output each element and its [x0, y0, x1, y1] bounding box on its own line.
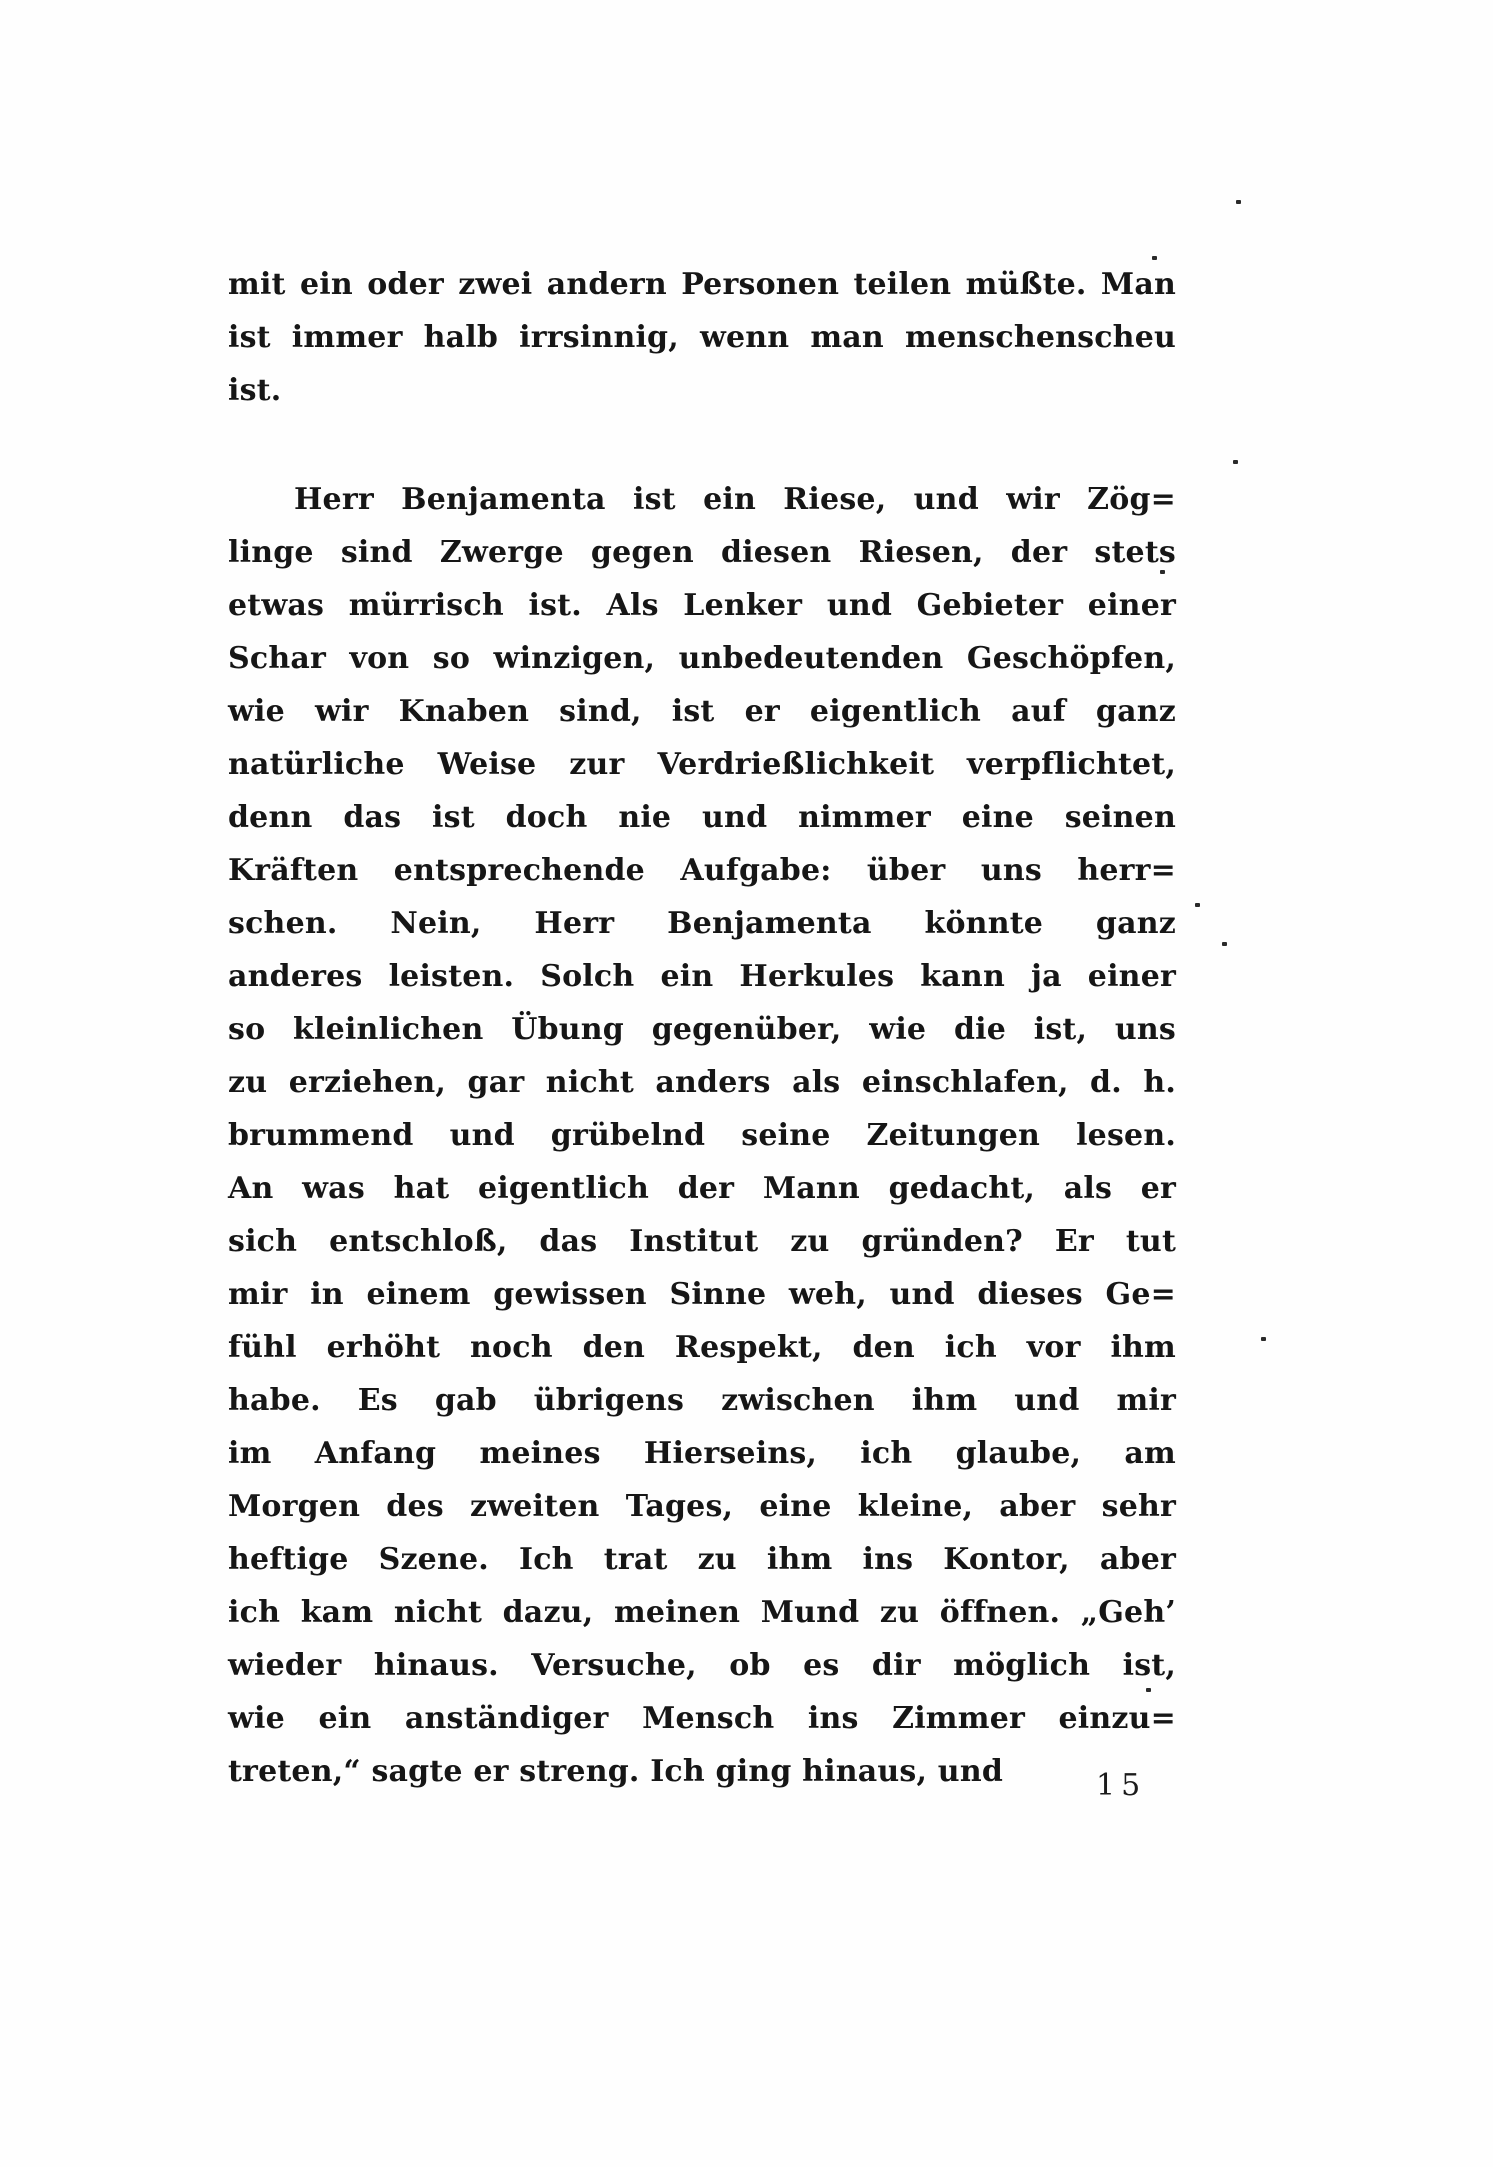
text-line: ist immer halb irrsinnig, wenn man menschenscheu ist.	[228, 320, 1176, 408]
text-line: An was hat eigentlich der Mann gedacht, als er	[228, 1171, 1176, 1206]
text-line: Schar von so winzigen, unbedeutenden Geschöpfen,	[228, 641, 1176, 676]
text-line: wieder hinaus. Versuche, ob es dir möglich ist,	[228, 1648, 1176, 1683]
text-line: schen. Nein, Herr Benjamenta könnte ganz	[228, 906, 1176, 941]
text-line: Herr Benjamenta ist ein Riese, und wir Zög=	[294, 482, 1176, 517]
text-line: habe. Es gab übrigens zwischen ihm und mir	[228, 1383, 1176, 1418]
scan-speck	[1160, 570, 1165, 574]
text-line: Kräften entsprechende Aufgabe: über uns herr=	[228, 853, 1176, 888]
text-line: denn das ist doch nie und nimmer eine seinen	[228, 800, 1176, 835]
text-line: etwas mürrisch ist. Als Lenker und Gebieter einer	[228, 588, 1176, 623]
text-line: heftige Szene. Ich trat zu ihm ins Kontor, aber	[228, 1542, 1176, 1577]
text-line: Morgen des zweiten Tages, eine kleine, aber sehr	[228, 1489, 1176, 1524]
scan-speck	[1236, 200, 1241, 204]
paragraph	[228, 258, 1176, 417]
paragraph	[228, 473, 1176, 1798]
text-line: so kleinlichen Übung gegenüber, wie die ist, uns	[228, 1012, 1176, 1047]
scan-speck	[1233, 460, 1238, 464]
text-line: ich kam nicht dazu, meinen Mund zu öffnen. „Geh’	[228, 1595, 1176, 1630]
text-line: brummend und grübelnd seine Zeitungen lesen.	[228, 1118, 1176, 1153]
text-line: natürliche Weise zur Verdrießlichkeit verpflichtet,	[228, 747, 1176, 782]
text-line: im Anfang meines Hierseins, ich glaube, am	[228, 1436, 1176, 1471]
text-line: fühl erhöht noch den Respekt, den ich vor ihm	[228, 1330, 1176, 1365]
text-line: sich entschloß, das Institut zu gründen? Er tut	[228, 1224, 1176, 1259]
text-line: linge sind Zwerge gegen diesen Riesen, der stets	[228, 535, 1176, 570]
scan-speck	[1261, 1337, 1266, 1341]
text-line: mit ein oder zwei andern Personen teilen müßte. Man	[228, 267, 1176, 302]
page-number: 15	[1096, 1768, 1147, 1803]
text-line: zu erziehen, gar nicht anders als einschlafen, d. h.	[228, 1065, 1176, 1100]
text-line: wie ein anständiger Mensch ins Zimmer einzu=	[228, 1701, 1176, 1736]
text-line: treten,“ sagte er streng. Ich ging hinaus, und	[228, 1754, 1004, 1789]
text-line: wie wir Knaben sind, ist er eigentlich auf ganz	[228, 694, 1176, 729]
scan-speck	[1146, 1688, 1151, 1692]
scan-speck	[1222, 942, 1227, 946]
text-line: anderes leisten. Solch ein Herkules kann ja einer	[228, 959, 1176, 994]
text-line: mir in einem gewissen Sinne weh, und dieses Ge=	[228, 1277, 1176, 1312]
text-block	[228, 258, 1176, 1798]
scan-speck	[1152, 256, 1157, 260]
scan-speck	[1195, 903, 1200, 907]
